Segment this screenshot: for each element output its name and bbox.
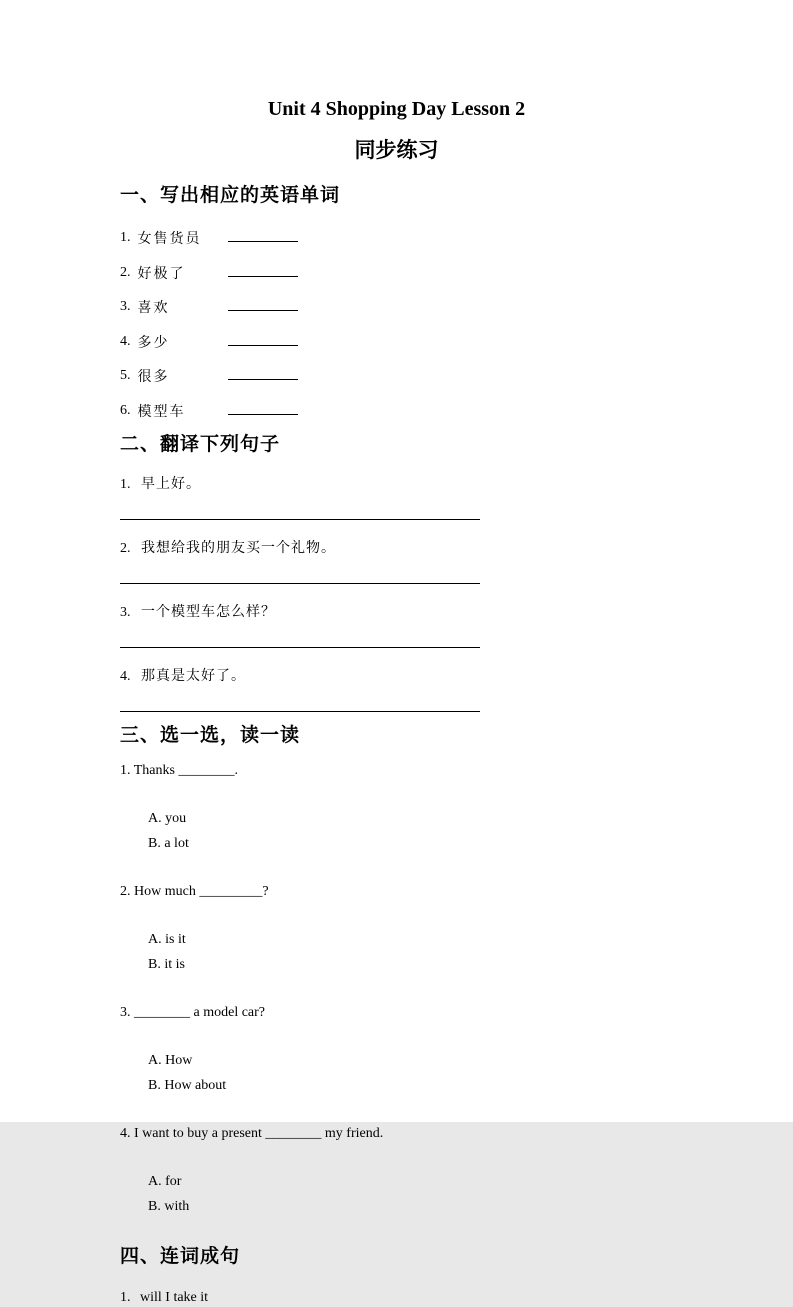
answer-blank <box>228 309 298 311</box>
choice-a: A. How <box>148 1053 193 1069</box>
answer-line <box>120 582 480 584</box>
word-item <box>120 359 678 394</box>
translate-item <box>120 668 678 686</box>
rearrange-item <box>120 1289 678 1307</box>
choice-row <box>120 1025 678 1122</box>
section3-question-list <box>120 759 678 1243</box>
question-text: 3. ________ a model car? <box>120 1005 266 1021</box>
question-text: 1. Thanks ________. <box>120 763 238 778</box>
answer-blank <box>228 275 298 277</box>
answer-blank <box>228 344 298 346</box>
item-number: 2. <box>120 541 131 556</box>
choice-b: B. it is <box>148 956 185 972</box>
item-number: 5. <box>120 368 131 384</box>
choice-row <box>120 904 678 1001</box>
translate-item <box>120 540 678 558</box>
translate-item <box>120 604 678 622</box>
choice-row <box>120 1146 678 1243</box>
item-text: will I take it <box>140 1290 209 1306</box>
item-number: 6. <box>120 402 131 418</box>
item-text: 早上好。 <box>141 477 201 492</box>
item-text: 多少 <box>137 335 170 351</box>
word-item <box>120 325 678 360</box>
choice-row <box>120 783 678 880</box>
item-number: 2. <box>120 264 131 280</box>
answer-blank <box>228 240 298 242</box>
section2-heading: 二、翻译下列句子 <box>120 433 281 455</box>
word-item <box>120 221 678 256</box>
doc-content <box>0 183 793 1307</box>
answer-line <box>120 710 480 712</box>
section3-heading: 三、选一选，读一读 <box>120 724 301 746</box>
section1-word-list <box>120 221 678 428</box>
doc-subtitle: 同步练习 <box>354 138 439 162</box>
question-text: 4. I want to buy a present ________ my friend. <box>120 1126 384 1142</box>
item-number: 1. <box>120 230 131 246</box>
doc-title: Unit 4 Shopping Day Lesson 2 <box>267 98 526 120</box>
item-text: 很多 <box>137 370 170 386</box>
item-number: 3. <box>120 299 131 315</box>
item-text: 我想给我的朋友买一个礼物。 <box>141 541 336 556</box>
answer-line <box>120 518 480 520</box>
item-number: 1. <box>120 477 131 492</box>
item-text: 模型车 <box>137 404 186 420</box>
section4-heading: 四、连词成句 <box>120 1245 241 1268</box>
section2-sentence-list <box>120 476 678 712</box>
answer-blank <box>228 413 298 415</box>
item-text: 喜欢 <box>137 301 170 317</box>
section1-heading: 一、写出相应的英语单词 <box>120 184 341 206</box>
item-text: 一个模型车怎么样？ <box>141 605 276 620</box>
question-text: 2. How much _________? <box>120 884 269 900</box>
word-item <box>120 256 678 291</box>
item-number: 4. <box>120 333 131 349</box>
translate-item <box>120 476 678 494</box>
item-number: 1. <box>120 1290 131 1306</box>
word-item <box>120 290 678 325</box>
item-text: 女售货员 <box>137 232 202 248</box>
item-number: 4. <box>120 669 131 684</box>
choice-b: B. with <box>148 1198 190 1214</box>
answer-blank <box>228 378 298 380</box>
answer-line <box>120 646 480 648</box>
item-number: 3. <box>120 605 131 620</box>
choice-a: A. you <box>148 811 187 827</box>
choice-a: A. for <box>148 1174 182 1190</box>
item-text: 那真是太好了。 <box>141 669 246 684</box>
choice-b: B. a lot <box>148 835 189 851</box>
word-item <box>120 394 678 429</box>
choice-b: B. How about <box>148 1077 227 1093</box>
item-text: 好极了 <box>137 266 186 282</box>
choice-a: A. is it <box>148 932 186 948</box>
